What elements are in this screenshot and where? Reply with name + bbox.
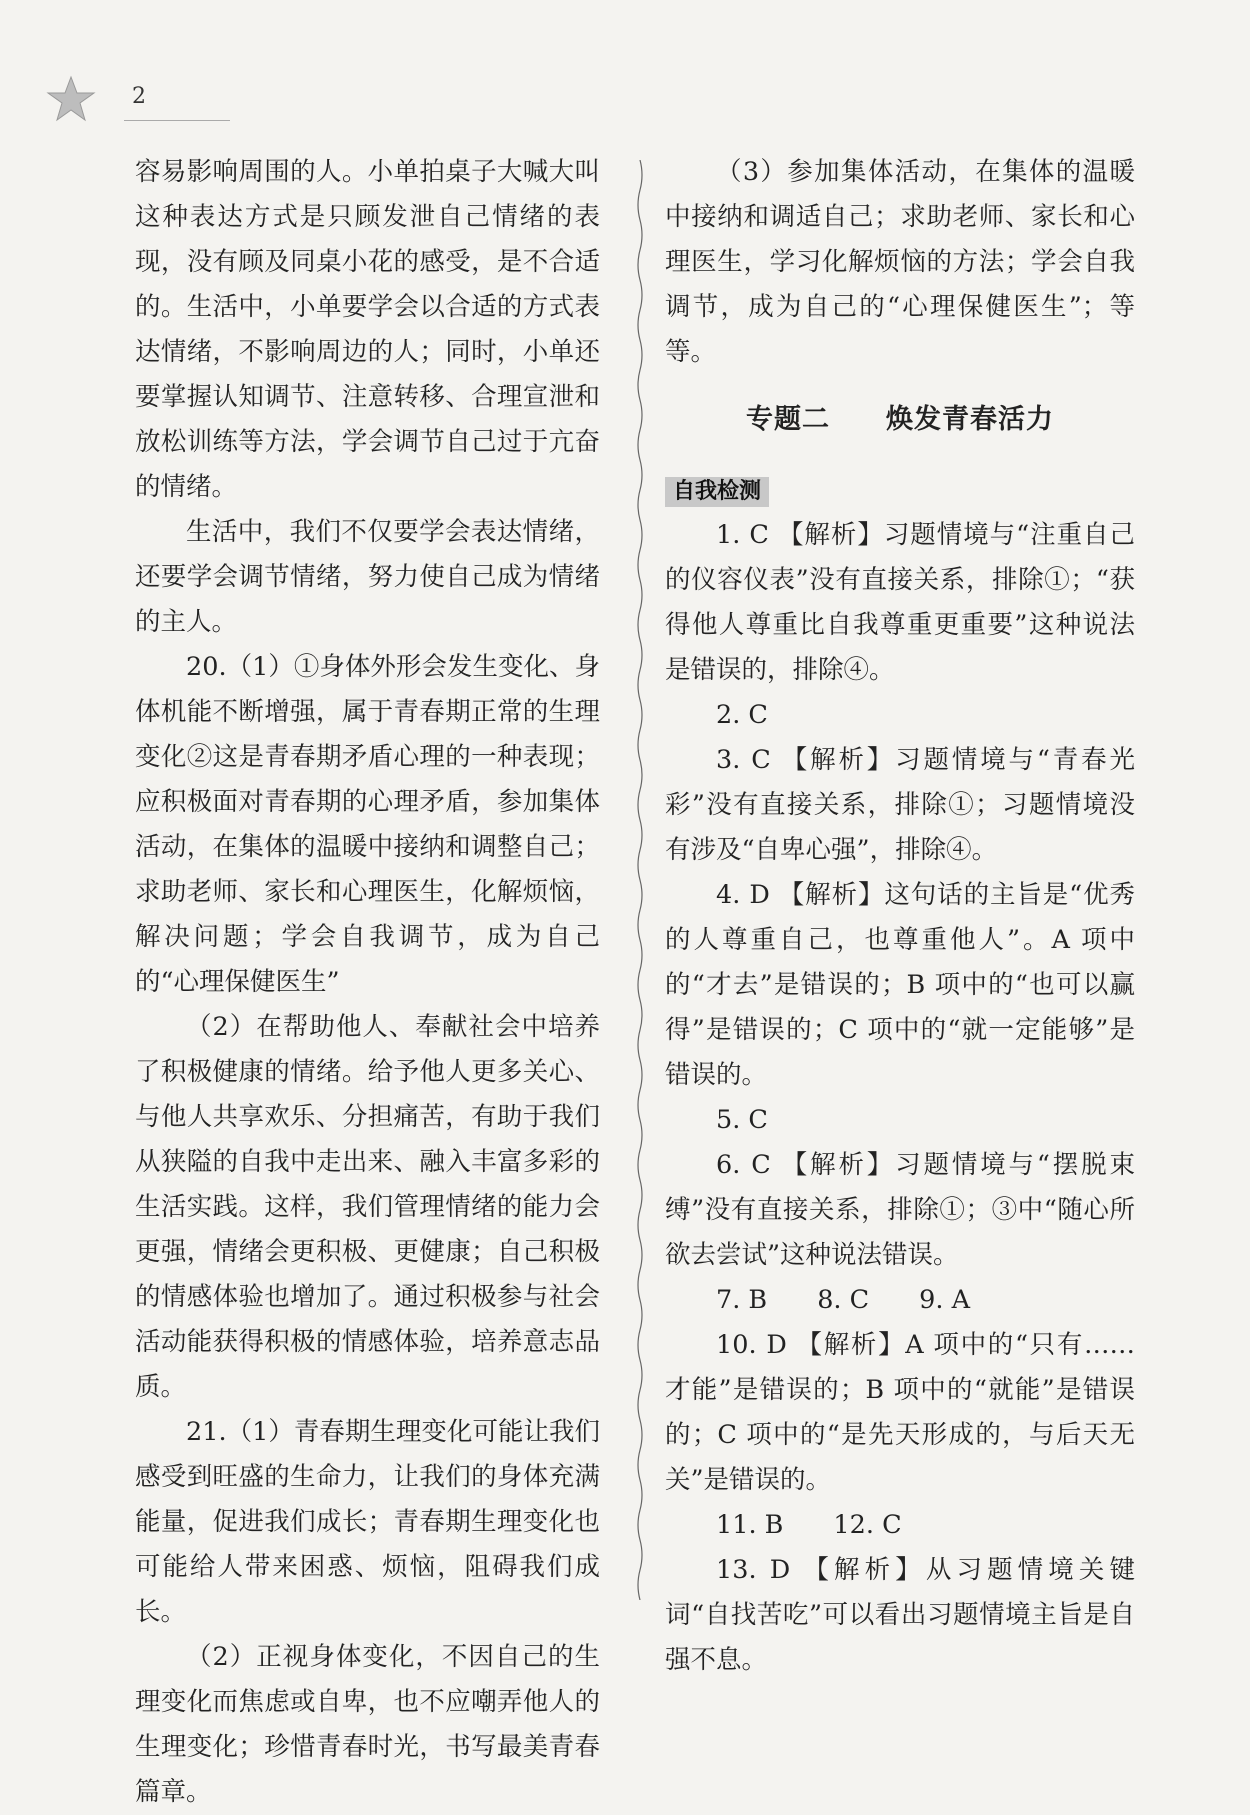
section-title: 焕发青春活力 (886, 404, 1054, 435)
answer-20-part-2: （2）在帮助他人、奉献社会中培养了积极健康的情绪。给予他人更多关心、与他人共享欢乐、分担痛苦，有助于我们从狭隘的自我中走出来、融入丰富多彩的生活实践。这样，我们管理情绪的能力会更强，情绪会更积极、更健康；自己积极的情感体验也增加了。通过积极参与社会活动能获得积极的情感体验，培养意志品质。 (135, 1012, 600, 1402)
page-number: 2 (132, 84, 146, 109)
header-rule (124, 120, 230, 121)
answer-21-part-2: （2）正视身体变化，不因自己的生理变化而焦虑或自卑，也不应嘲弄他人的生理变化；珍惜青春时光，书写最美青春篇章。 (135, 1642, 600, 1807)
answer-9: 9. A (919, 1285, 970, 1315)
answer-21-part-1: 21.（1）青春期生理变化可能让我们感受到旺盛的生命力，让我们的身体充满能量，促进我们成长；青春期生理变化也可能给人带来困惑、烦恼，阻碍我们成长。 (135, 1417, 600, 1627)
left-paragraph-1: 容易影响周围的人。小单拍桌子大喊大叫这种表达方式是只顾发泄自己情绪的表现，没有顾及同桌小花的感受，是不合适的。生活中，小单要学会以合适的方式表达情绪，不影响周边的人；同时，小单还要掌握认知调节、注意转移、合理宣泄和放松训练等方法，学会调节自己过于亢奋的情绪。 (135, 157, 600, 502)
section-heading (665, 397, 1135, 442)
page-header (40, 68, 190, 128)
answer-12: 12. C (833, 1510, 902, 1540)
answer-11: 11. B (716, 1510, 784, 1540)
answer-13: 13. D 【解析】从习题情境关键词“自找苦吃”可以看出习题情境主旨是自强不息。 (665, 1555, 1135, 1675)
left-paragraph-2: 生活中，我们不仅要学会表达情绪，还要学会调节情绪，努力使自己成为情绪的主人。 (135, 517, 600, 637)
star-icon (46, 74, 96, 124)
answer-1: 1. C 【解析】习题情境与“注重自己的仪容仪表”没有直接关系，排除①；“获得他人尊重比自我尊重更重要”这种说法是错误的，排除④。 (665, 520, 1135, 685)
answer-21-part-3: （3）参加集体活动，在集体的温暖中接纳和调适自己；求助老师、家长和心理医生，学习化解烦恼的方法；学会自我调节，成为自己的“心理保健医生”；等等。 (665, 157, 1135, 367)
self-check-badge: 自我检测 (665, 477, 769, 507)
answer-4: 4. D 【解析】这句话的主旨是“优秀的人尊重自己，也尊重他人”。A 项中的“才去”是错误的；B 项中的“也可以赢得”是错误的；C 项中的“就一定能够”是错误的。 (665, 880, 1135, 1090)
answer-6: 6. C 【解析】习题情境与“摆脱束缚”没有直接关系，排除①；③中“随心所欲去尝试”这种说法错误。 (665, 1150, 1135, 1270)
answer-3: 3. C 【解析】习题情境与“青春光彩”没有直接关系，排除①；习题情境没有涉及“自卑心强”，排除④。 (665, 745, 1135, 865)
answer-7: 7. B (716, 1285, 768, 1315)
answers-11-12 (665, 1503, 1135, 1548)
answer-20-part-1: 20.（1）①身体外形会发生变化、身体机能不断增强，属于青春期正常的生理变化②这是青春期矛盾心理的一种表现；应积极面对青春期的心理矛盾，参加集体活动，在集体的温暖中接纳和调整自己；求助老师、家长和心理医生，化解烦恼，解决问题；学会自我调节，成为自己的“心理保健医生” (135, 652, 600, 997)
answer-10: 10. D 【解析】A 项中的“只有……才能”是错误的；B 项中的“就能”是错误的；C 项中的“是先天形成的，与后天无关”是错误的。 (665, 1330, 1135, 1495)
section-number: 专题二 (746, 404, 830, 435)
answer-8: 8. C (817, 1285, 870, 1315)
answer-5: 5. C (716, 1105, 768, 1135)
answers-7-9 (665, 1278, 1135, 1323)
column-divider (635, 160, 645, 1600)
left-column (135, 150, 600, 1815)
right-column (665, 150, 1135, 1683)
answer-2: 2. C (716, 700, 768, 730)
